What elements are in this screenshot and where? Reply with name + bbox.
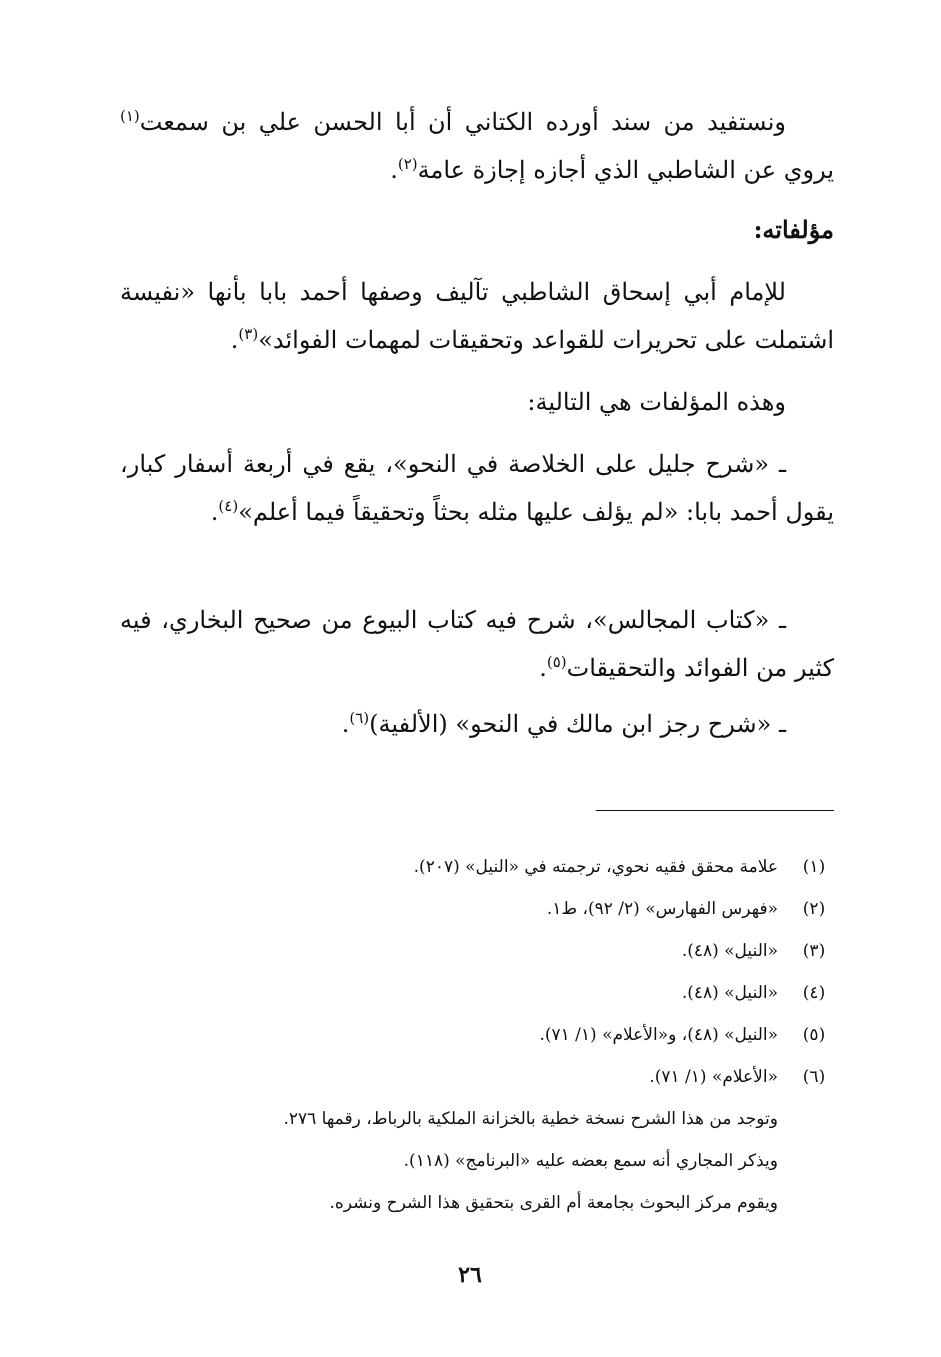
footnote-item <box>120 972 836 1014</box>
paragraph-works-intro: للإمام أبي إسحاق الشاطبي تآليف وصفها أحمد بابا بأنها «نفيسة اشتملت على تحريرات للقواعد وتحقيقات لمهمات الفوائد»$^{(٣)}$. <box>120 278 834 354</box>
footnote-number: (٦) <box>802 1067 826 1087</box>
footnote-ref-1: (١) <box>120 107 140 125</box>
list-item-sharh-alfiya: ـ «شرح رجز ابن مالك في النحو» (الألفية)$^{(٦)}$. <box>341 709 786 738</box>
paragraph-sanad-text: ونستفيد من سند أورده الكتاني أن أبا الحسن علي بن سمعت$^{(١)}$ يروي عن الشاطبي الذي أجازه إجازة عامة$^{(٢)}$. <box>120 107 834 184</box>
paragraph-sanad <box>120 98 834 194</box>
footnote-text: «النيل» (٤٨). <box>681 941 778 961</box>
footnote-continuation-line: ويقوم مركز البحوث بجامعة أم القرى بتحقيق هذا الشرح ونشره. <box>329 1193 778 1213</box>
footnote-item <box>120 1014 836 1056</box>
footnote-item <box>120 930 836 972</box>
footnote-text: «فهرس الفهارس» (٢/ ٩٢)، ط١. <box>546 899 778 919</box>
footnote-item <box>120 1056 836 1098</box>
footnote-text: علامة محقق فقيه نحوي، ترجمته في «النيل» (٢٠٧). <box>413 857 778 877</box>
footnote-number: (١) <box>802 857 826 877</box>
list-item-sharh-khulasa: ـ «شرح جليل على الخلاصة في النحو»، يقع في أربعة أسفار كبار، يقول أحمد بابا: «لم يؤلف عليها مثله بحثاً وتحقيقاً فيما أعلم»$^{(٤)}$. <box>120 450 834 526</box>
footnote-text: «النيل» (٤٨). <box>681 983 778 1003</box>
paragraph-list-intro: وهذه المؤلفات هي التالية: <box>527 388 786 416</box>
footnote-continuation-line: ويذكر المجاري أنه سمع بعضه عليه «البرنامج» (١١٨). <box>403 1151 778 1171</box>
footnotes <box>120 846 836 1224</box>
footnote-ref-3: (٣) <box>238 325 259 343</box>
footnote-ref-5: (٥) <box>546 653 567 671</box>
footnote-text: «الأعلام» (١/ ٧١). <box>649 1067 778 1087</box>
footnote-ref-4: (٤) <box>218 497 239 515</box>
footnote-number: (٢) <box>802 899 826 919</box>
footnote-ref-6: (٦) <box>349 709 370 727</box>
section-heading: مؤلفاته: <box>753 215 834 244</box>
footnote-continuation-line: وتوجد من هذا الشرح نسخة خطية بالخزانة الملكية بالرباط، رقمها ٢٧٦. <box>283 1109 778 1129</box>
footnote-number: (٣) <box>802 941 826 961</box>
footnote-item <box>120 888 836 930</box>
page-number: ٢٦ <box>458 1262 482 1288</box>
list-item-kitab-majalis: ـ «كتاب المجالس»، شرح فيه كتاب البيوع من صحيح البخاري، فيه كثير من الفوائد والتحقيقات$^{(٥)}$. <box>120 606 834 682</box>
footnote-number: (٤) <box>802 983 826 1003</box>
footnote-divider <box>596 810 834 811</box>
footnote-item <box>120 846 836 888</box>
footnote-ref-2: (٢) <box>397 155 418 173</box>
footnote-number: (٥) <box>802 1025 826 1045</box>
footnote-text: «النيل» (٤٨)، و«الأعلام» (١/ ٧١). <box>539 1025 778 1045</box>
